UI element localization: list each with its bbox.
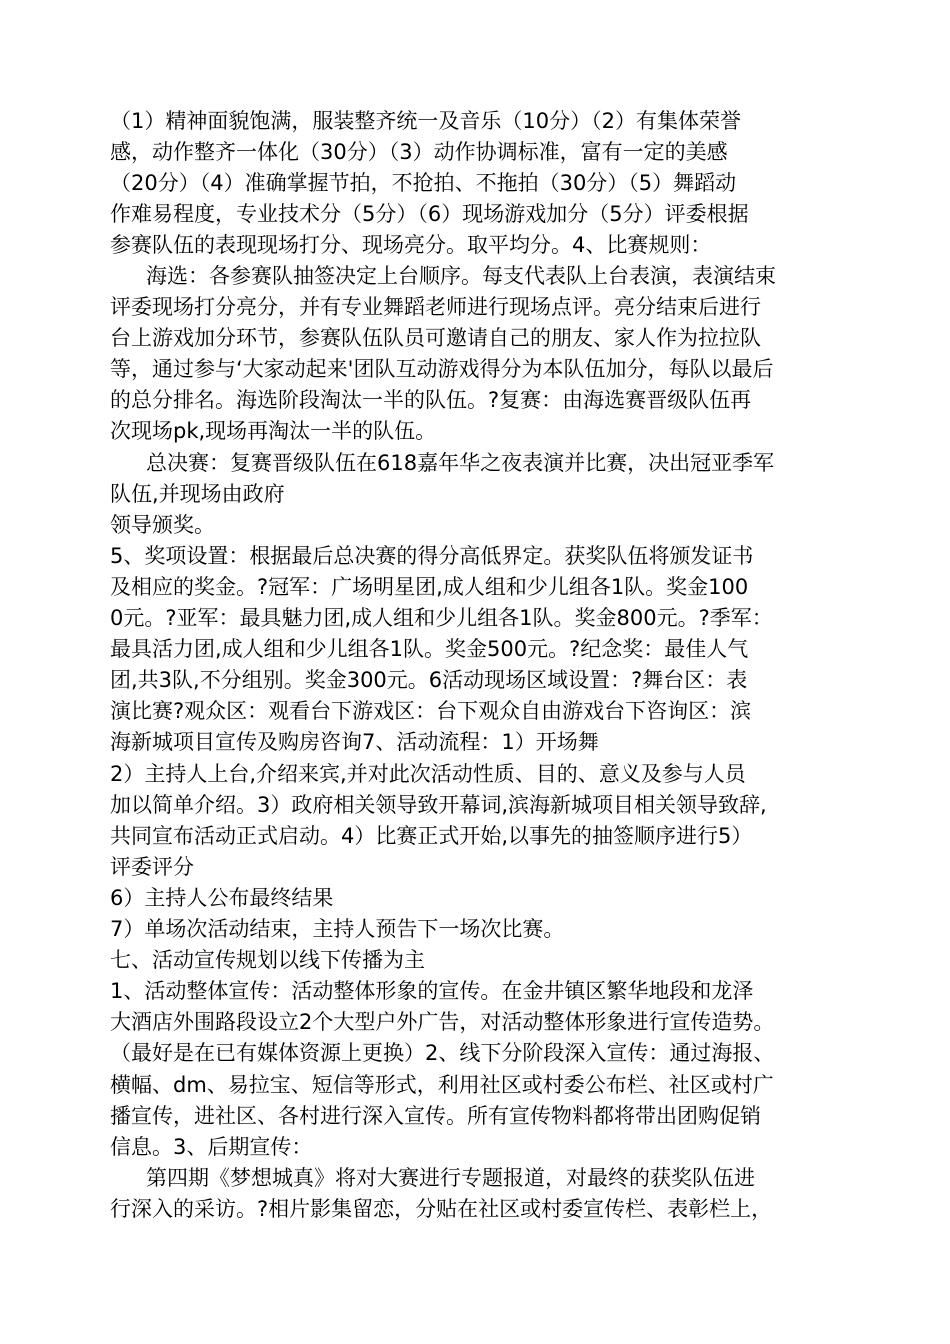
text-line: （最好是在已有媒体资源上更换）2、线下分阶段深入宣传：通过海报、 (110, 1041, 775, 1065)
text-line: 作难易程度，专业技术分（5分）（6）现场游戏加分（5分）评委根据 (110, 202, 749, 226)
section-heading: 七、活动宣传规划以线下传播为主 (110, 948, 425, 972)
text-line: 1、活动整体宣传：活动整体形象的宣传。在金井镇区繁华地段和龙泽 (110, 979, 754, 1003)
text-line: 最具活力团,成人组和少儿组各1队。奖金500元。?纪念奖：最佳人气 (110, 637, 749, 661)
text-line: 加以简单介绍。3）政府相关领导致开幕词,滨海新城项目相关领导致辞, (110, 793, 767, 817)
text-line: 7）单场次活动结束，主持人预告下一场次比赛。 (110, 917, 565, 941)
text-line: 参赛队伍的表现现场打分、现场亮分。取平均分。4、比赛规则： (110, 233, 712, 257)
text-line: 6）主持人公布最终结果 (110, 886, 334, 910)
text-line: 等，通过参与‘大家动起来'团队互动游戏得分为本队伍加分，每队以最后 (110, 357, 774, 381)
text-line: （1）精神面貌饱满，服装整齐统一及音乐（10分）（2）有集体荣誉 (110, 109, 741, 133)
text-line: 台上游戏加分环节，参赛队伍队员可邀请自己的朋友、家人作为拉拉队 (110, 326, 761, 350)
text-line: 团,共3队,不分组别。奖金300元。6活动现场区域设置：?舞台区：表 (110, 668, 748, 692)
text-line: 海选：各参赛队抽签决定上台顺序。每支代表队上台表演，表演结束 (146, 264, 776, 288)
text-line: 第四期《梦想城真》将对大赛进行专题报道，对最终的获奖队伍进 (146, 1166, 755, 1190)
text-line: 总决赛：复赛晋级队伍在618嘉年华之夜表演并比赛，决出冠亚季军 (146, 451, 775, 475)
text-line: 感，动作整齐一体化（30分）（3）动作协调标准，富有一定的美感 (110, 140, 728, 164)
text-line: 海新城项目宣传及购房咨询7、活动流程：1）开场舞 (110, 730, 599, 754)
text-line: 领导颁奖。 (110, 513, 215, 537)
text-line: 评委评分 (110, 855, 194, 879)
text-line: 播宣传，进社区、各村进行深入宣传。所有宣传物料都将带出团购促销 (110, 1104, 761, 1128)
text-line: 大酒店外围路段设立2个大型户外广告，对活动整体形象进行宣传造势。 (110, 1010, 775, 1034)
text-line: 评委现场打分亮分，并有专业舞蹈老师进行现场点评。亮分结束后进行 (110, 295, 761, 319)
text-line: 演比赛?观众区：观看台下游戏区：台下观众自由游戏台下咨询区：滨 (110, 699, 752, 723)
text-line: 0元。?亚军：最具魅力团,成人组和少儿组各1队。奖金800元。?季军： (110, 606, 773, 630)
text-line: 共同宣布活动正式启动。4）比赛正式开始,以事先的抽签顺序进行5） (110, 824, 753, 848)
text-line: 的总分排名。海选阶段淘汰一半的队伍。?复赛：由海选赛晋级队伍再 (110, 388, 752, 412)
text-line: 2）主持人上台,介绍来宾,并对此次活动性质、目的、意义及参与人员 (110, 762, 746, 786)
text-line: 次现场pk,现场再淘汰一半的队伍。 (110, 419, 437, 443)
text-line: 信息。3、后期宣传： (110, 1135, 313, 1159)
text-line: （20分）（4）准确掌握节拍，不抢拍、不拖拍（30分）（5）舞蹈动 (110, 171, 737, 195)
text-line: 及相应的奖金。?冠军：广场明星团,成人组和少儿组各1队。奖金100 (110, 575, 749, 599)
text-line: 5、奖项设置：根据最后总决赛的得分高低界定。获奖队伍将颁发证书 (110, 544, 754, 568)
text-line: 队伍,并现场由政府 (110, 482, 285, 506)
text-line: 行深入的采访。?相片影集留恋，分贴在社区或村委宣传栏、表彰栏上， (110, 1197, 773, 1221)
text-line: 横幅、dm、易拉宝、短信等形式，利用社区或村委公布栏、社区或村广 (110, 1073, 774, 1097)
